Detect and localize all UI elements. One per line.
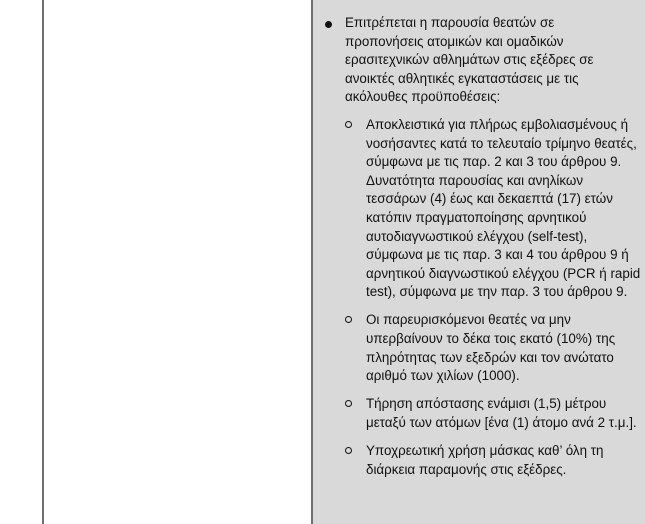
measures-cell (313, 0, 645, 524)
circle-bullet-icon (345, 400, 352, 407)
circle-bullet-icon (345, 316, 352, 323)
circle-bullet-icon (345, 121, 352, 128)
conditions-list (345, 116, 641, 489)
circle-bullet-icon (345, 447, 352, 454)
condition-item (345, 311, 641, 385)
main-bullet-item (325, 14, 625, 107)
condition-text: Αποκλειστικά για πλήρως εμβολιασμένους ή νοσήσαντες κατά το τελευταίο τρίμηνο θεατές, σύμφωνα με τις παρ. 2 και 3 του άρθρου 9. Δυνατότητα παρουσίας και ανηλίκων τεσσάρων (4) έως και δεκαεπτά (17) ετών κατόπιν πραγματοποίησης αρνητικού αυτοδιαγνωστικού ελέγχου (self-test), σύμφωνα με τις παρ. 3 και 4 του άρθρου 9 ή αρνητικού διαγνωστικού ελέγχου (PCR ή rapid test), σύμφωνα με την παρ. 3 του άρθρου 9. (366, 117, 641, 300)
condition-text: Οι παρευρισκόμενοι θεατές να μην υπερβαίνουν το δέκα τοις εκατό (10%) της πληρότητας των εξεδρών και τον ανώτατο αριθμό των χιλίων (1000). (366, 312, 616, 384)
table-left-border (42, 0, 44, 524)
condition-item (345, 442, 641, 479)
condition-text: Τήρηση απόστασης ενάμισι (1,5) μέτρου μεταξύ των ατόμων [ένα (1) άτομο ανά 2 τ.μ.]. (366, 396, 637, 430)
condition-item (345, 116, 641, 302)
condition-text: Υποχρεωτική χρήση μάσκας καθ’ όλη τη διάρκεια παραμονής στις εξέδρες. (366, 443, 604, 477)
condition-item (345, 395, 641, 432)
main-bullet-text: Επιτρέπεται η παρουσία θεατών σε προπονήσεις ατομικών και ομαδικών ερασιτεχνικών αθλημάτων στις εξέδρες σε ανοικτές αθλητικές εγκαταστάσεις με τις ακόλουθες προϋποθέσεις: (345, 15, 594, 105)
bullet-dot-icon (325, 21, 332, 28)
